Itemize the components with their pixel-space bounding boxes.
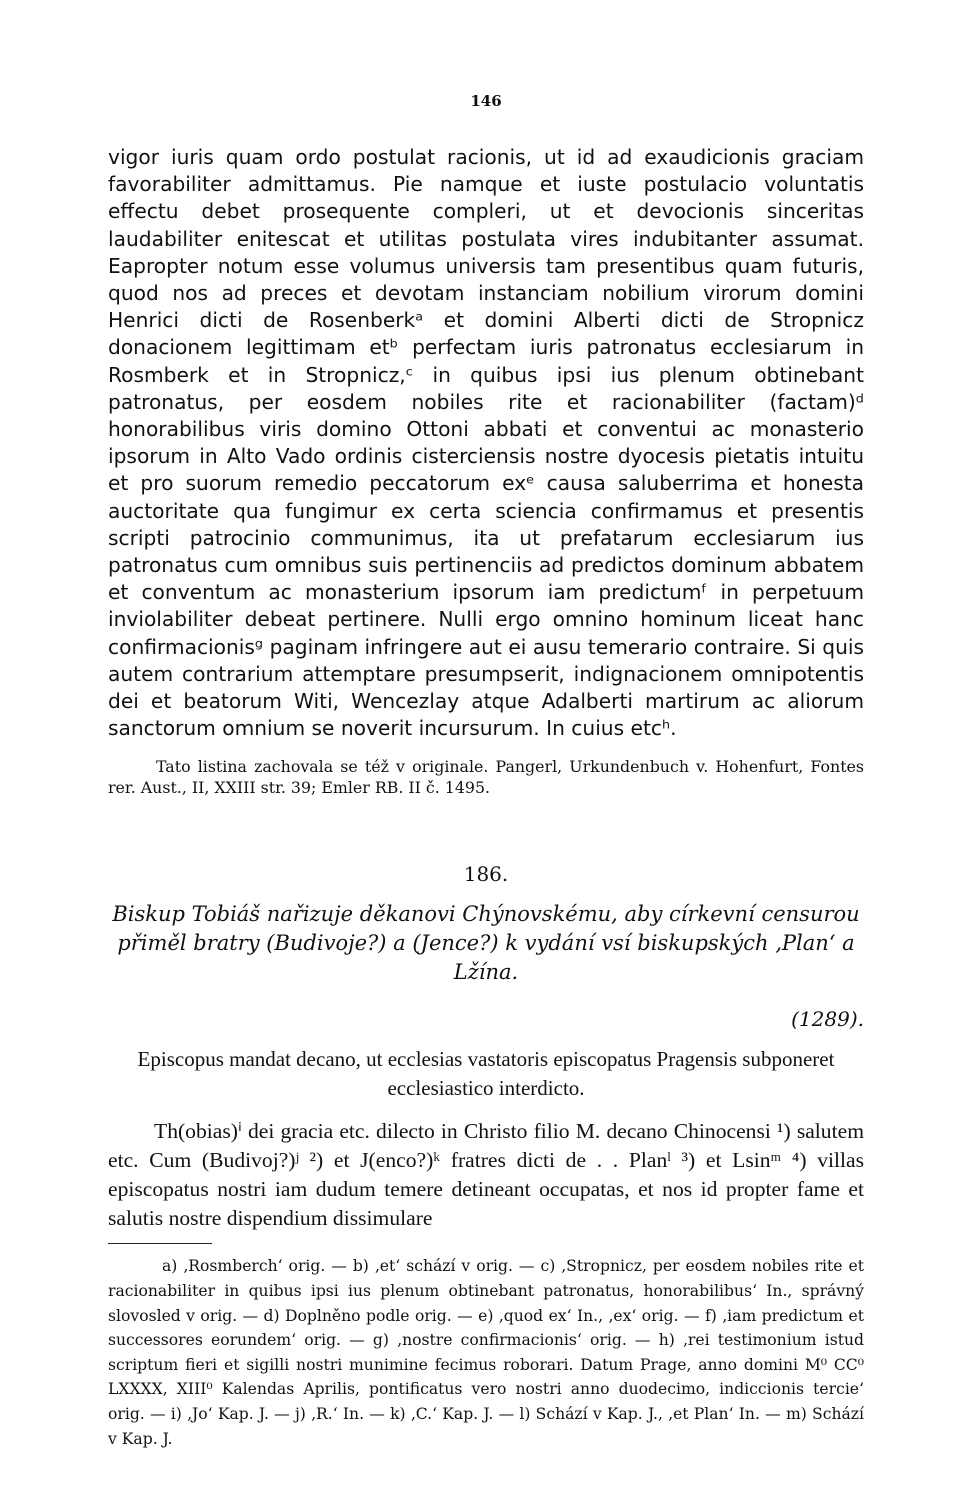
footnotes: a) ‚Rosmberch‘ orig. — b) ‚et‘ schází v orig. — c) ‚Stropnicz, per eosdem nobiles rite et racionabiliter in quibus ipsi ius plenum obtinebant patronatus, honorabilibus‘ In., správný slovosled v orig. — d) Doplněno podle orig. — e) ‚quod ex‘ In., ‚ex‘ orig. — f) ‚iam predictum et successores eorundem‘ orig. — g) ‚nostre confirmacionis‘ orig. — h) ‚rei testimonium istud scriptum fieri et sigilli nostri munimine fecimus roborari. Datum Prage, anno domini M⁰ CC⁰ LXXXX, XIII⁰ Kalendas Aprilis, pontificatus vero nostri anno duodecimo, indiccionis tercie‘ orig. — i) ‚Jo‘ Kap. J. — j) ‚R.‘ In. — k) ‚C.‘ Kap. J. — l) Schází v Kap. J., ‚et Plan‘ In. — m) Schází v Kap. J.	[108, 1257, 864, 1448]
main-text: vigor iuris quam ordo postulat racionis, ut id ad exaudicionis graciam favorabiliter admittamus. Pie namque et iuste postulacio voluntatis effectu debet prosequente compleri, ut et devocionis sinceritas laudabiliter enitescat et utilitas postulata vires indubitanter assumat. Eapropter notum esse volumus universis tam presentibus quam futuris, quod nos ad preces et devotam instanciam nobilium virorum domini Henrici dicti de Rosenberkᵃ et domini Alberti dicti de Stropnicz donacionem legittimam etᵇ perfectam iuris patronatus ecclesiarum in Rosmberk et in Stropnicz,ᶜ in quibus ipsi ius plenum obtinebant patronatus, per eosdem nobiles rite et racionabiliter (factam)ᵈ honorabilibus viris domino Ottoni abbati et conventui ac monasterio ipsorum in Alto Vado ordinis cisterciensis nostre dyocesis pietatis intuitu et pro suorum remedio peccatorum exᵉ causa saluberrima et honesta auctoritate qua fungimur ex certa sciencia confirmamus et presentis scripti patrocinio communimus, ita ut prefatarum ecclesiarum ius patronatus cum omnibus suis pertinenciis ad predictos dominum abbatem et conventum ac monasterium ipsorum iam predictumᶠ in perpetuum inviolabiliter debeat pertinere. Nulli ergo omnino hominum liceat hanc confirmacionisᵍ paginam infringere aut ei ausu temerario contraire. Si quis autem contrarium attemptare presumpserit, indignacionem omnipotentis dei et beatorum Witi, Wencezlay atque Adalberti martirum ac aliorum sanctorum omnium se noverit incursurum. In cuius etcʰ.	[108, 145, 864, 741]
czech-heading: Biskup Tobiáš nařizuje děkanovi Chýnovskému, aby církevní censurou přiměl bratry (Budivoje?) a (Jence?) k vydání vsí biskupských ‚Plan‘ a Lžína.	[112, 902, 860, 985]
footnote-divider	[108, 1243, 212, 1244]
document-page	[108, 92, 864, 1451]
letter-text: Th(obias)ⁱ dei gracia etc. dilecto in Christo filio M. decano Chinocensi ¹) salutem etc. Cum (Budivoj?)ʲ ²) et J(enco?)ᵏ fratres dicti de . . Planˡ ³) et Lsinᵐ ⁴) villas episcopatus nostri iam dudum temere detineant occupatas, et nos id propter fame et salutis nostre dispendium dissimulare	[108, 1119, 864, 1231]
latin-abstract: Episcopus mandat decano, ut ecclesias vastatoris episcopatus Pragensis subponeret ecclesiastico interdicto.	[137, 1047, 835, 1101]
source-note: Tato listina zachovala se též v originale. Pangerl, Urkundenbuch v. Hohenfurt, Fontes rer. Aust., II, XXIII str. 39; Emler RB. II č. 1495.	[108, 757, 864, 798]
document-number: 186.	[463, 862, 509, 887]
document-date: (1289).	[791, 1007, 864, 1032]
page-number: 146	[470, 92, 502, 110]
